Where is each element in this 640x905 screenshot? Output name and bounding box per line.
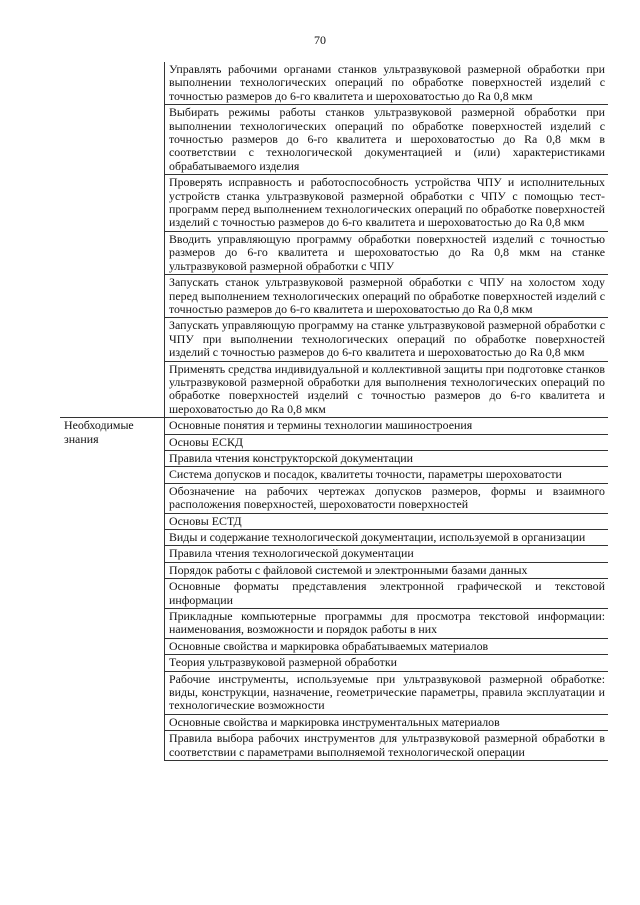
requirements-table xyxy=(60,62,608,761)
knowledge-item: Правила чтения конструкторской документации xyxy=(165,450,609,466)
page-number: 70 xyxy=(314,33,326,47)
action-item: Управлять рабочими органами станков ультразвуковой размерной обработки при выполнении технологических операций по обработке поверхностей изделий с точностью размеров до 6-го квалитета и шероховатостью до Ra 0,8 мкм xyxy=(165,62,609,105)
knowledge-item: Основные свойства и маркировка инструментальных материалов xyxy=(165,714,609,730)
knowledge-item: Теория ультразвуковой размерной обработки xyxy=(165,655,609,671)
knowledge-item: Основные свойства и маркировка обрабатываемых материалов xyxy=(165,638,609,654)
knowledge-item: Рабочие инструменты, используемые при ультразвуковой размерной обработке: виды, конструкции, назначение, геометрические параметры, правила эксплуатации и технологические возможности xyxy=(165,671,609,714)
section-label-knowledge: Необходимые знания xyxy=(60,418,165,761)
knowledge-item: Основные понятия и термины технологии машиностроения xyxy=(165,418,609,434)
table-row xyxy=(60,418,608,434)
action-item: Запускать станок ультразвуковой размерной обработки с ЧПУ на холостом ходу перед выполнением технологических операций по обработке поверхностей изделий с точностью размеров до 6-го квалитета и шероховатостью до Ra 0,8 мкм xyxy=(165,275,609,318)
section-label-empty xyxy=(60,62,165,418)
action-item: Выбирать режимы работы станков ультразвуковой размерной обработки при выполнении технологических операций по обработке поверхностей изделий с точностью размеров до 6-го квалитета и шероховатостью до Ra 0,8 мкм в соответствии с технологической документацией и (или) характеристиками обрабатываемого изделия xyxy=(165,105,609,175)
knowledge-item: Основы ЕСКД xyxy=(165,434,609,450)
table-row xyxy=(60,62,608,105)
knowledge-item: Виды и содержание технологической документации, используемой в организации xyxy=(165,530,609,546)
knowledge-item: Основные форматы представления электронной графической и текстовой информации xyxy=(165,579,609,609)
knowledge-item: Обозначение на рабочих чертежах допусков размеров, формы и взаимного расположения поверхностей, шероховатости поверхностей xyxy=(165,483,609,513)
action-item: Применять средства индивидуальной и коллективной защиты при подготовке станков ультразвуковой размерной обработки для выполнения технологических операций по обработке поверхностей изделий с точностью размеров до 6-го квалитета и шероховатостью до Ra 0,8 мкм xyxy=(165,361,609,418)
action-item: Вводить управляющую программу обработки поверхностей изделий с точностью размеров до 6-го квалитета и шероховатостью до Ra 0,8 мкм на станке ультразвуковой размерной обработки с ЧПУ xyxy=(165,231,609,274)
knowledge-item: Правила выбора рабочих инструментов для ультразвуковой размерной обработки в соответствии с параметрами выполняемой технологической операции xyxy=(165,731,609,761)
knowledge-item: Прикладные компьютерные программы для просмотра текстовой информации: наименования, возможности и порядок работы в них xyxy=(165,609,609,639)
action-item: Запускать управляющую программу на станке ультразвуковой размерной обработки с ЧПУ при выполнении технологических операций по обработке поверхностей изделий с точностью размеров до 6-го квалитета и шероховатостью до Ra 0,8 мкм xyxy=(165,318,609,361)
knowledge-item: Система допусков и посадок, квалитеты точности, параметры шероховатости xyxy=(165,467,609,483)
knowledge-item: Правила чтения технологической документации xyxy=(165,546,609,562)
action-item: Проверять исправность и работоспособность устройства ЧПУ и исполнительных устройств станка ультразвуковой размерной обработки с ЧПУ с помощью тест-программ перед выполнением технологических операций по обработке поверхностей изделий с точностью размеров до 6-го квалитета и шероховатостью до Ra 0,8 мкм xyxy=(165,175,609,232)
knowledge-item: Порядок работы с файловой системой и электронными базами данных xyxy=(165,562,609,578)
knowledge-item: Основы ЕСТД xyxy=(165,513,609,529)
